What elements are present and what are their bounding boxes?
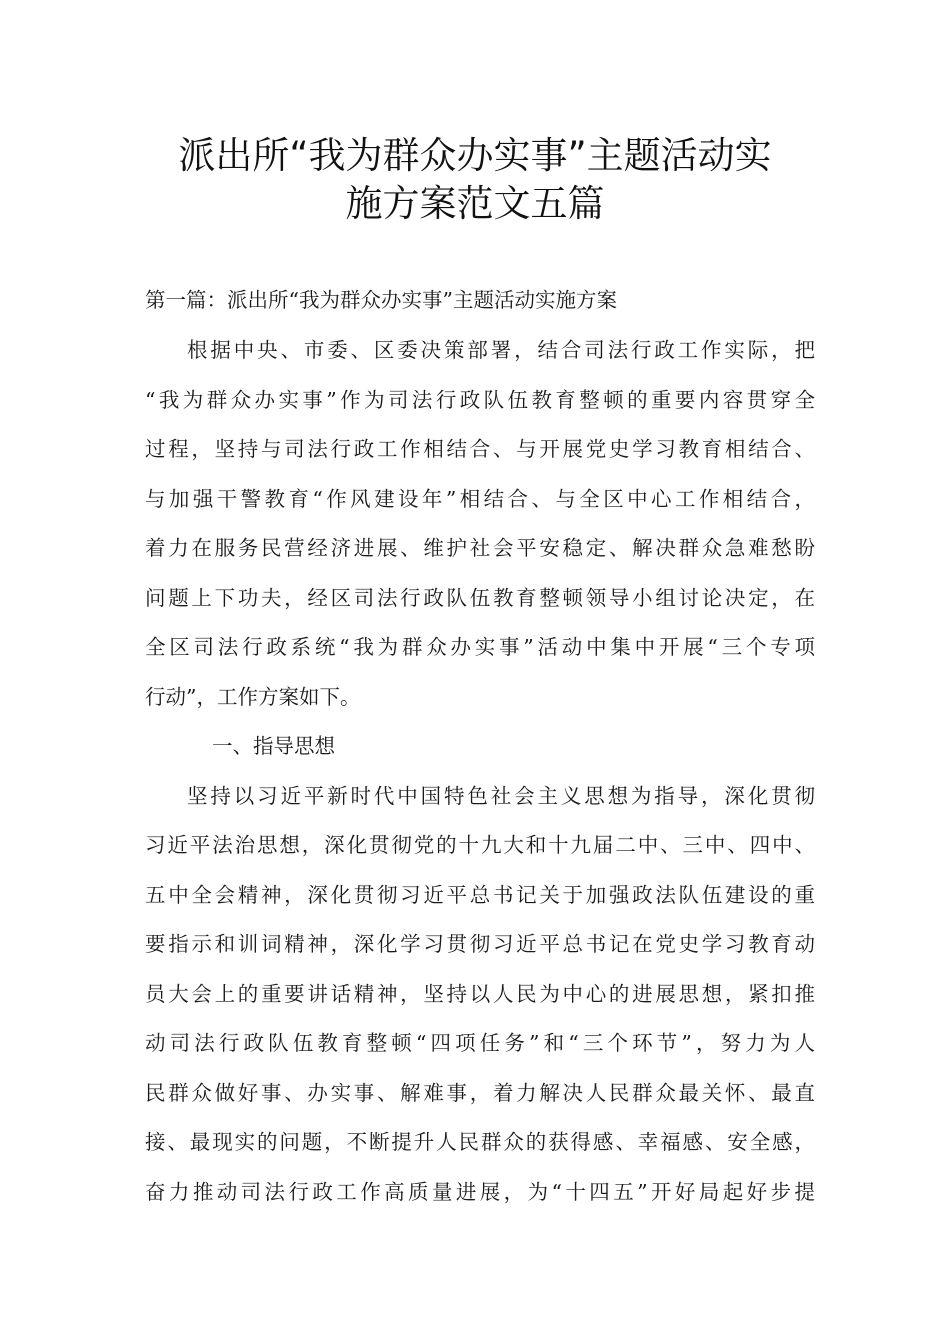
paragraph-line: 全区司法行政系统“我为群众办实事”活动中集中开展“三个专项 xyxy=(145,635,815,659)
paragraph-line: 着力在服务民营经济进展、维护社会平安稳定、解决群众急难愁盼 xyxy=(145,536,815,560)
document-title-line-1: 派出所“我为群众办实事”主题活动实 xyxy=(178,134,772,177)
paragraph-line: 动司法行政队伍教育整顿“四项任务”和“三个环节”，努力为人 xyxy=(145,1031,815,1055)
paragraph-line: 奋力推动司法行政工作高质量进展，为“十四五”开好局起好步提 xyxy=(145,1180,815,1204)
paragraph-line: 与加强干警教育“作风建设年”相结合、与全区中心工作相结合， xyxy=(145,487,815,511)
paragraph-line: 过程，坚持与司法行政工作相结合、与开展党史学习教育相结合、 xyxy=(145,437,815,461)
section-heading: 一、指导思想 xyxy=(212,734,335,758)
paragraph-line: 五中全会精神，深化贯彻习近平总书记关于加强政法队伍建设的重 xyxy=(145,883,815,907)
paragraph-line: 坚持以习近平新时代中国特色社会主义思想为指导，深化贯彻 xyxy=(187,784,815,808)
paragraph-line: 要指示和训词精神，深化学习贯彻习近平总书记在党史学习教育动 xyxy=(145,932,815,956)
paragraph-line: 民群众做好事、办实事、解难事，着力解决人民群众最关怀、最直 xyxy=(145,1081,815,1105)
paragraph-line: “我为群众办实事”作为司法行政队伍教育整顿的重要内容贯穿全 xyxy=(145,388,815,412)
paragraph-line: 行动”，工作方案如下。 xyxy=(145,685,361,709)
section-label: 第一篇：派出所“我为群众办实事”主题活动实施方案 xyxy=(145,288,617,312)
paragraph-line: 根据中央、市委、区委决策部署，结合司法行政工作实际，把 xyxy=(187,338,815,362)
paragraph-line: 问题上下功夫，经区司法行政队伍教育整顿领导小组讨论决定，在 xyxy=(145,586,815,610)
paragraph-line: 习近平法治思想，深化贯彻党的十九大和十九届二中、三中、四中、 xyxy=(145,833,815,857)
paragraph-line: 员大会上的重要讲话精神，坚持以人民为中心的进展思想，紧扣推 xyxy=(145,982,815,1006)
paragraph-line: 接、最现实的问题，不断提升人民群众的获得感、幸福感、安全感， xyxy=(145,1130,815,1154)
document-title-line-2: 施方案范文五篇 xyxy=(345,182,605,225)
